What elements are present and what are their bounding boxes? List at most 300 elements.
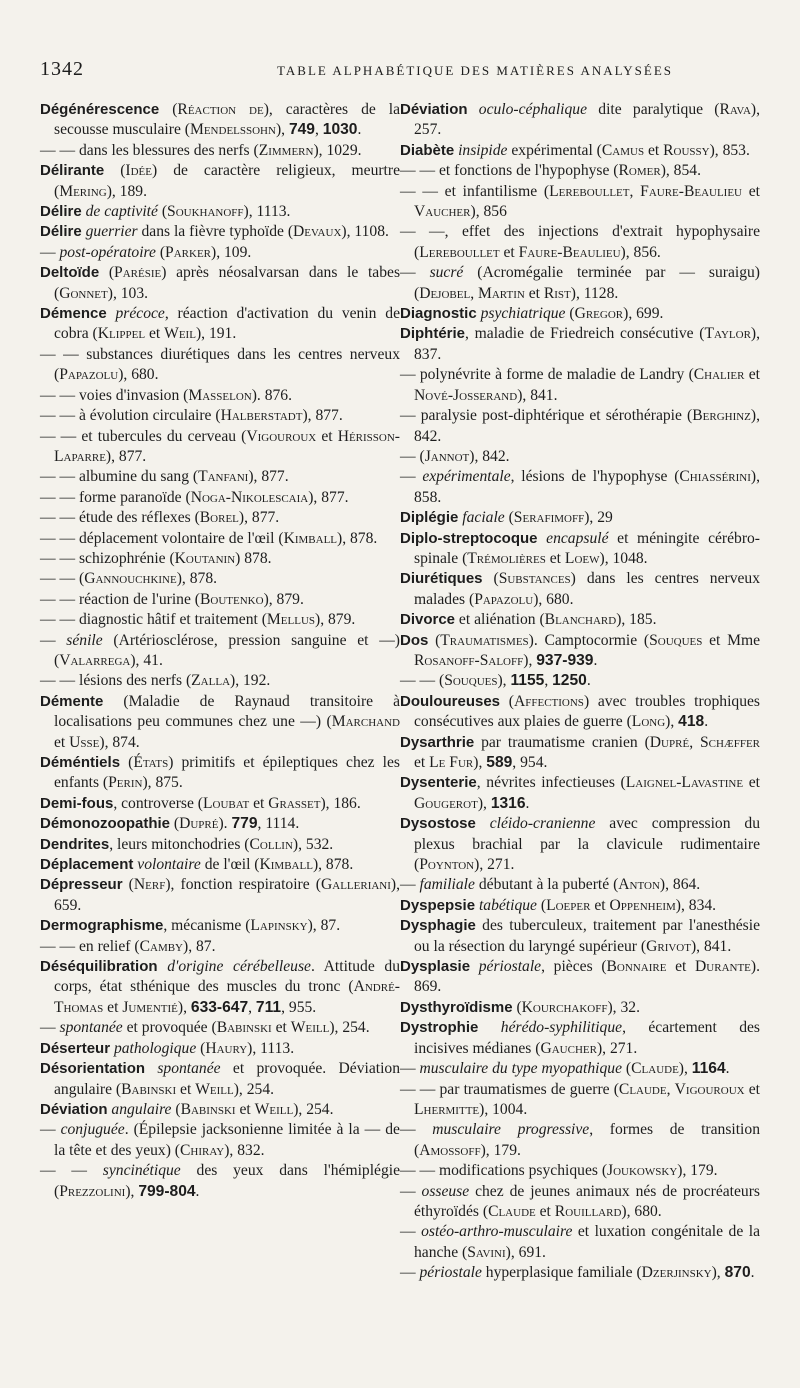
entry-text: — paralysie post-diphtérique et sérothérapie ( bbox=[400, 407, 693, 425]
entry-text: — — par traumatismes de guerre ( bbox=[400, 1080, 619, 1098]
entry-author: Kimball bbox=[283, 529, 338, 547]
entry-author: Souques bbox=[649, 631, 703, 649]
entry-qualifier: psychiatrique bbox=[480, 305, 566, 323]
entry-qualifier: spontanée bbox=[59, 1019, 123, 1037]
index-entry bbox=[400, 631, 760, 672]
entry-author: Mering bbox=[59, 182, 107, 200]
entry-author: Weil bbox=[164, 325, 196, 343]
entry-text: ), 179. bbox=[480, 1141, 521, 1159]
entry-author: Claude bbox=[618, 1080, 667, 1098]
entry-text: ), 842. bbox=[414, 407, 760, 445]
entry-text: — bbox=[400, 1264, 420, 1282]
entry-text: ( bbox=[120, 754, 134, 771]
entry-text: ) avec troubles trophiques consécutives aux plaies de guerre ( bbox=[414, 692, 760, 731]
entry-term: Diphtérie bbox=[400, 325, 466, 343]
entry-author: Hérisson-Laparre bbox=[54, 427, 400, 465]
entry-author: Berghinz bbox=[692, 407, 751, 425]
entry-term: Dysthyroïdisme bbox=[400, 998, 513, 1016]
entry-text: ), 254. bbox=[233, 1080, 275, 1098]
entry-text: , écartement des incisives médianes ( bbox=[414, 1019, 760, 1057]
index-entry bbox=[400, 1120, 760, 1161]
entry-text: . bbox=[586, 672, 591, 690]
entry-text: — polynévrite à forme de maladie de Landry ( bbox=[400, 366, 694, 384]
entry-text: , névrites infectieuses ( bbox=[476, 774, 626, 792]
index-entry bbox=[40, 692, 400, 753]
entry-term: Dysphagie bbox=[400, 917, 476, 935]
entry-text: ), 841. bbox=[517, 386, 558, 404]
entry-text: . bbox=[525, 794, 530, 812]
entry-qualifier: insipide bbox=[458, 141, 508, 159]
entry-text: , 954. bbox=[512, 754, 548, 771]
entry-author: Vigouroux bbox=[246, 427, 317, 445]
entry-author: Parker bbox=[165, 243, 212, 261]
entry-author: Rouillard bbox=[554, 1202, 622, 1220]
entry-author: Vigouroux bbox=[674, 1080, 745, 1098]
entry-author: États bbox=[133, 754, 169, 771]
entry-text: — — ( bbox=[400, 672, 445, 690]
entry-author: Camus bbox=[601, 141, 645, 159]
entry-qualifier: périostale bbox=[478, 958, 542, 976]
page-header bbox=[40, 58, 760, 84]
entry-text: ), 185. bbox=[616, 611, 657, 629]
entry-text bbox=[468, 101, 479, 118]
entry-text: ), 680. bbox=[621, 1202, 662, 1220]
entry-author: Le Fur bbox=[429, 754, 474, 771]
entry-qualifier: d'origine cérébelleuse bbox=[167, 958, 311, 976]
index-entry bbox=[400, 773, 760, 814]
entry-author: Gregor bbox=[574, 305, 624, 323]
entry-text: — bbox=[400, 1223, 422, 1241]
entry-qualifier: oculo-céphalique bbox=[478, 101, 588, 118]
index-entry bbox=[400, 957, 760, 998]
index-entry bbox=[40, 1018, 400, 1038]
entry-author: Camby bbox=[139, 937, 184, 955]
entry-text: — bbox=[40, 631, 67, 649]
entry-page-ref: 1030 bbox=[322, 121, 358, 139]
entry-text bbox=[107, 305, 116, 322]
entry-text: ), 878. bbox=[337, 529, 378, 547]
entry-text: ( bbox=[157, 203, 168, 221]
entry-text: dite paralytique ( bbox=[587, 101, 720, 118]
index-entry bbox=[400, 1080, 760, 1121]
index-entry bbox=[40, 794, 400, 814]
index-entry bbox=[400, 671, 760, 691]
entry-text: — — et infantilisme ( bbox=[400, 182, 550, 200]
entry-author: Dzerjinsky bbox=[641, 1264, 712, 1282]
entry-text: ), 864. bbox=[659, 876, 701, 894]
entry-author: Affections bbox=[513, 692, 584, 710]
entry-author: Noga-Nikolescaia bbox=[190, 488, 309, 506]
index-entry bbox=[400, 692, 760, 733]
entry-text: expérimental ( bbox=[507, 141, 602, 159]
index-entry bbox=[400, 1059, 760, 1079]
entry-text: ), bbox=[665, 713, 679, 731]
entry-text: par traumatisme cranien ( bbox=[474, 733, 650, 751]
entry-text: et aliénation ( bbox=[455, 611, 545, 629]
entry-author: Tanfani bbox=[198, 468, 249, 486]
entry-text: — — ( bbox=[40, 570, 85, 588]
entry-author: Babinski bbox=[180, 1100, 236, 1118]
entry-text: et bbox=[535, 1202, 555, 1220]
entry-author: Faure-Beaulieu bbox=[640, 182, 743, 200]
entry-author: Loew bbox=[564, 549, 600, 567]
index-entry bbox=[400, 447, 760, 467]
index-column-right bbox=[400, 100, 760, 1284]
entry-text: ( bbox=[122, 876, 134, 894]
entry-qualifier: cléido-cranienne bbox=[489, 815, 596, 833]
index-entry bbox=[40, 549, 400, 569]
entry-term: Démente bbox=[40, 692, 104, 710]
index-entry bbox=[40, 1100, 400, 1120]
entry-text: , réaction d'activation du venin de cobra ( bbox=[54, 305, 400, 343]
entry-author: Claude bbox=[488, 1202, 536, 1220]
entry-author: Nerf bbox=[133, 876, 166, 894]
entry-text: ), 257. bbox=[414, 101, 760, 139]
entry-author: Babinski bbox=[216, 1019, 272, 1037]
entry-text: et bbox=[545, 549, 565, 567]
entry-text: ) après néosalvarsan dans le tabes ( bbox=[54, 264, 401, 302]
entry-author: Lapinsky bbox=[250, 917, 308, 935]
entry-author: Babinski bbox=[121, 1080, 177, 1098]
entry-text: ), 680. bbox=[118, 366, 159, 384]
entry-text: ), 189. bbox=[106, 182, 147, 200]
entry-author: Jumentié bbox=[122, 998, 178, 1016]
entry-page-ref: 1316 bbox=[490, 794, 526, 812]
entry-text: ), 87. bbox=[307, 917, 341, 935]
entry-text: , bbox=[689, 733, 700, 751]
entry-text: ), 29 bbox=[584, 509, 613, 527]
entry-term: Déviation bbox=[40, 1100, 108, 1118]
entry-author: Souques bbox=[444, 672, 498, 690]
entry-page-ref: 589 bbox=[486, 754, 513, 771]
entry-term: Dos bbox=[400, 631, 429, 649]
entry-text: , bbox=[629, 182, 641, 200]
index-entry bbox=[400, 1182, 760, 1223]
entry-text: ( bbox=[428, 631, 441, 649]
index-entry bbox=[40, 937, 400, 957]
entry-term: Demi-fous bbox=[40, 794, 114, 812]
entry-qualifier: précoce bbox=[115, 305, 165, 323]
entry-qualifier: encapsulé bbox=[546, 529, 609, 547]
entry-text: (Acromégalie terminée par — suraigu) ( bbox=[414, 264, 760, 302]
entry-author: Bonnaire bbox=[606, 958, 667, 976]
entry-author: Loeper bbox=[546, 896, 591, 914]
entry-qualifier: volontaire bbox=[137, 856, 201, 874]
entry-author: Rist bbox=[543, 284, 571, 302]
entry-text: ), 877. bbox=[308, 488, 349, 506]
entry-author: Boutenko bbox=[200, 590, 264, 608]
entry-author: Lhermitte bbox=[414, 1100, 480, 1118]
entry-term: Déméntiels bbox=[40, 754, 121, 771]
entry-text: et luxation congénitale de la hanche ( bbox=[414, 1223, 760, 1261]
entry-text: — bbox=[400, 876, 420, 894]
entry-text: et bbox=[524, 284, 544, 302]
index-entry bbox=[400, 365, 760, 406]
entry-text: ), 837. bbox=[414, 325, 760, 363]
entry-text: . bbox=[750, 1264, 755, 1282]
entry-text: ), 271. bbox=[474, 856, 515, 874]
index-entry bbox=[400, 733, 760, 774]
entry-author: Grasset bbox=[268, 794, 321, 812]
entry-author: Taylor bbox=[704, 325, 751, 343]
entry-text bbox=[478, 1019, 500, 1036]
entry-page-ref: 1164 bbox=[691, 1060, 726, 1078]
entry-author: Weill bbox=[254, 1100, 294, 1118]
entry-author: Réaction de bbox=[177, 101, 264, 118]
index-entry bbox=[40, 875, 400, 916]
entry-text: , bbox=[314, 121, 323, 139]
entry-page-ref: 1155 bbox=[510, 672, 545, 690]
entry-author: Usse bbox=[69, 733, 100, 751]
entry-qualifier: guerrier bbox=[85, 223, 138, 241]
index-entry bbox=[40, 467, 400, 487]
entry-text: ), 1113. bbox=[243, 203, 291, 221]
index-entry bbox=[400, 467, 760, 508]
entry-author: Parésie bbox=[114, 264, 162, 282]
entry-text: ), 834. bbox=[675, 896, 717, 914]
entry-author: Amossoff bbox=[419, 1141, 481, 1159]
entry-text: et provoquée ( bbox=[122, 1019, 217, 1037]
entry-text: , leurs mitonchodries ( bbox=[109, 835, 250, 853]
entry-qualifier: de captivité bbox=[85, 203, 158, 221]
entry-term: Démonozoopathie bbox=[40, 815, 170, 833]
entry-author: Valarrega bbox=[59, 651, 131, 669]
index-entry bbox=[40, 671, 400, 691]
entry-author: Masselon bbox=[188, 386, 252, 404]
entry-text: — — étude des réflexes ( bbox=[40, 509, 200, 527]
index-entry bbox=[400, 569, 760, 610]
entry-text: ), 1128. bbox=[570, 284, 619, 302]
entry-text: et bbox=[145, 325, 165, 343]
entry-text: ( bbox=[504, 509, 514, 527]
entry-text: et bbox=[590, 896, 610, 914]
entry-author: Halberstadt bbox=[220, 407, 303, 425]
entry-text: ), 680. bbox=[533, 590, 574, 608]
entry-text: — — et fonctions de l'hypophyse ( bbox=[400, 162, 619, 180]
entry-author: Nové-Josserand bbox=[414, 386, 518, 404]
index-entry bbox=[40, 141, 400, 161]
entry-text: ), bbox=[275, 121, 289, 139]
entry-author: Loubat bbox=[202, 794, 250, 812]
entry-text: — — à évolution circulaire ( bbox=[40, 407, 221, 425]
entry-text: ( bbox=[536, 896, 547, 914]
entry-term: Diagnostic bbox=[400, 305, 477, 323]
entry-text: ), 41. bbox=[130, 651, 163, 669]
entry-text: ), 254. bbox=[329, 1019, 370, 1037]
index-entry bbox=[400, 141, 760, 161]
index-entry bbox=[40, 406, 400, 426]
entry-text: ( bbox=[104, 162, 126, 180]
entry-page-ref: 870 bbox=[724, 1264, 751, 1282]
entry-qualifier: faciale bbox=[462, 509, 505, 527]
entry-text: — bbox=[40, 1121, 61, 1139]
index-entry bbox=[40, 263, 400, 304]
entry-text: et bbox=[499, 243, 519, 261]
entry-text: ), 841. bbox=[690, 937, 732, 955]
entry-term: Diplégie bbox=[400, 509, 459, 527]
entry-text: (Artériosclérose, pression sanguine et —) ( bbox=[54, 631, 400, 669]
entry-text: ), bbox=[523, 651, 537, 669]
entry-text: — — déplacement volontaire de l'œil ( bbox=[40, 529, 284, 547]
entry-author: Koutanin bbox=[174, 549, 236, 567]
entry-text: — bbox=[400, 1060, 420, 1078]
entry-qualifier: sénile bbox=[66, 631, 103, 649]
entry-author: Gaucher bbox=[540, 1039, 597, 1057]
index-entry bbox=[400, 916, 760, 957]
entry-author: Rosanoff-Saloff bbox=[414, 651, 524, 669]
entry-term: Délirante bbox=[40, 162, 105, 180]
index-entry bbox=[40, 1039, 400, 1059]
entry-text: , formes de transition ( bbox=[414, 1121, 760, 1159]
entry-author: Lereboullet bbox=[419, 243, 500, 261]
entry-text: ), 179. bbox=[677, 1162, 718, 1180]
entry-text: et bbox=[414, 754, 430, 771]
entry-text: ), bbox=[177, 998, 191, 1016]
entry-text: . bbox=[704, 713, 709, 731]
entry-text: — — forme paranoïde ( bbox=[40, 488, 191, 506]
entry-author: Kimball bbox=[259, 856, 313, 874]
entry-text: — — modifications psychiques ( bbox=[400, 1162, 608, 1180]
entry-text: et bbox=[743, 774, 760, 792]
entry-author: Poynton bbox=[419, 856, 475, 874]
entry-author: Zimmern bbox=[258, 141, 314, 159]
entry-text: ( bbox=[171, 1100, 181, 1118]
entry-text: ), 878. bbox=[312, 856, 354, 874]
index-entry bbox=[40, 100, 400, 141]
entry-text: ), bbox=[711, 1264, 725, 1282]
entry-text: hyperplasique familiale ( bbox=[481, 1264, 642, 1282]
entry-text: ). 876. bbox=[251, 386, 292, 404]
entry-author: Oppenheim bbox=[609, 896, 676, 914]
entry-text: ), 854. bbox=[660, 162, 701, 180]
index-entry bbox=[40, 1120, 400, 1161]
entry-text: — bbox=[400, 468, 423, 486]
entry-text: ), 186. bbox=[320, 794, 361, 812]
entry-term: Divorce bbox=[400, 611, 456, 629]
entry-author: Haury bbox=[205, 1039, 248, 1057]
entry-author: Serafimoff bbox=[513, 509, 585, 527]
page-number: 1342 bbox=[40, 58, 84, 80]
index-entry bbox=[400, 1263, 760, 1283]
entry-author: Vaucher bbox=[414, 203, 471, 221]
entry-page-ref: 749 bbox=[288, 121, 315, 139]
index-entry bbox=[400, 222, 760, 263]
entry-text: ), 1108. bbox=[341, 223, 389, 241]
entry-term: Dermographisme bbox=[40, 917, 164, 935]
entry-text: — — réaction de l'urine ( bbox=[40, 590, 200, 608]
entry-author: Joukowsky bbox=[607, 1162, 678, 1180]
entry-text: , pièces ( bbox=[541, 958, 607, 976]
entry-author: Papazolu bbox=[474, 590, 534, 608]
index-entry bbox=[40, 957, 400, 1018]
entry-qualifier: ostéo-arthro-musculaire bbox=[421, 1223, 573, 1241]
entry-text: , 1114. bbox=[257, 815, 300, 833]
entry-author: Dupré bbox=[179, 815, 219, 833]
entry-text: — bbox=[40, 1019, 60, 1037]
index-entry bbox=[40, 1059, 400, 1100]
entry-qualifier: hérédo-syphilitique bbox=[500, 1019, 623, 1037]
entry-text: et méningite cérébro-spinale ( bbox=[414, 529, 760, 567]
entry-text: ), 877. bbox=[105, 447, 147, 465]
entry-author: Jannot bbox=[424, 447, 470, 465]
entry-text: ), 532. bbox=[292, 835, 334, 853]
entry-text bbox=[145, 1060, 157, 1077]
entry-page-ref: 711 bbox=[255, 998, 282, 1016]
entry-text: ), 877. bbox=[238, 509, 280, 527]
index-entry bbox=[400, 324, 760, 365]
entry-text: débutant à la puberté ( bbox=[474, 876, 619, 894]
entry-term: Douloureuses bbox=[400, 692, 501, 710]
index-entry bbox=[400, 406, 760, 447]
entry-text: ( bbox=[622, 1060, 632, 1078]
entry-text: , lésions de l'hypophyse ( bbox=[510, 468, 680, 486]
entry-page-ref: 799-804 bbox=[138, 1182, 196, 1200]
entry-author: Chalier bbox=[693, 366, 745, 384]
entry-text: ). bbox=[218, 815, 232, 833]
index-entry bbox=[400, 1018, 760, 1059]
entry-text: ), 878. bbox=[176, 570, 218, 588]
entry-text: et bbox=[235, 1100, 255, 1118]
index-entry bbox=[40, 161, 400, 202]
entry-author: Zalla bbox=[191, 672, 231, 690]
entry-text bbox=[476, 815, 490, 832]
entry-qualifier: syncinétique bbox=[102, 1162, 181, 1180]
entry-term: Délire bbox=[40, 203, 82, 221]
index-entry bbox=[40, 222, 400, 242]
entry-text: ), bbox=[497, 672, 511, 690]
entry-text: ), 699. bbox=[623, 305, 664, 323]
entry-text: ). Camptocormie ( bbox=[528, 631, 650, 649]
entry-author: Galleriani bbox=[321, 876, 391, 894]
index-entry bbox=[40, 590, 400, 610]
entry-text: — — lésions des nerfs ( bbox=[40, 672, 192, 690]
entry-text: et Mme bbox=[702, 631, 761, 649]
entry-text bbox=[158, 958, 168, 975]
entry-qualifier: pathologique bbox=[113, 1039, 197, 1057]
index-entry bbox=[400, 814, 760, 875]
entry-author: Kourchakoff bbox=[521, 998, 608, 1016]
entry-author: Gonnet bbox=[59, 284, 108, 302]
entry-author: Martin bbox=[477, 284, 525, 302]
entry-author: Mellus bbox=[266, 611, 316, 629]
entry-text: ), bbox=[678, 1060, 692, 1078]
entry-author: Substances bbox=[498, 570, 571, 588]
entry-author: Trémolières bbox=[467, 549, 546, 567]
entry-author: Devaux bbox=[293, 223, 342, 241]
index-entry bbox=[40, 488, 400, 508]
entry-term: Diurétiques bbox=[400, 570, 483, 588]
index-entry bbox=[40, 610, 400, 630]
entry-author: Claude bbox=[631, 1060, 679, 1078]
entry-author: Papazolu bbox=[59, 366, 119, 384]
entry-text: ), 254. bbox=[293, 1100, 334, 1118]
index-entry bbox=[400, 998, 760, 1018]
entry-page-ref: 418 bbox=[678, 713, 705, 731]
entry-text: — bbox=[400, 1182, 422, 1200]
entry-term: Diabète bbox=[400, 141, 455, 159]
entry-qualifier: familiale bbox=[419, 876, 475, 894]
entry-author: Anton bbox=[618, 876, 660, 894]
index-entry bbox=[40, 529, 400, 549]
entry-text: ( bbox=[155, 243, 166, 261]
entry-text: ), 877. bbox=[302, 407, 343, 425]
entry-text: ), 874. bbox=[99, 733, 140, 751]
entry-text: ). 869. bbox=[414, 958, 760, 996]
entry-text: ) de caractère religieux, meurtre ( bbox=[54, 162, 401, 200]
entry-text: ), 192. bbox=[230, 672, 271, 690]
entry-term: Dystrophie bbox=[400, 1019, 479, 1037]
entry-qualifier: périostale bbox=[419, 1264, 482, 1282]
